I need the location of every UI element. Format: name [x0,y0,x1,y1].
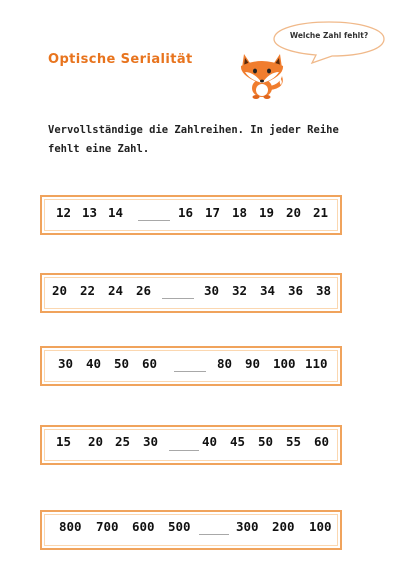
missing-number-blank[interactable] [169,450,199,451]
sequence-number: 13 [82,205,98,220]
sequence-number: 30 [204,283,220,298]
sequence-number: 700 [96,519,119,534]
sequence-number: 200 [272,519,295,534]
sequence-number: 60 [314,434,330,449]
sequence-number: 32 [232,283,248,298]
missing-number-blank[interactable] [199,534,229,535]
sequence-number: 20 [286,205,302,220]
sequence-number: 600 [132,519,155,534]
sequence-number: 15 [56,434,72,449]
sequence-number: 45 [230,434,246,449]
missing-number-blank[interactable] [162,298,194,299]
sequence-number: 40 [86,356,102,371]
sequence-number: 38 [316,283,332,298]
sequence-number: 26 [136,283,152,298]
sequence-number: 30 [143,434,159,449]
sequence-number: 80 [217,356,233,371]
sequence-number: 12 [56,205,72,220]
speech-bubble-text: Welche Zahl fehlt? [289,31,369,40]
sequence-number: 40 [202,434,218,449]
sequence-number: 800 [59,519,82,534]
sequence-number: 34 [260,283,276,298]
sequence-number: 25 [115,434,131,449]
sequence-number: 36 [288,283,304,298]
sequence-number: 20 [52,283,68,298]
page-title: Optische Serialität [48,52,193,67]
sequence-number: 55 [286,434,302,449]
sequence-number: 500 [168,519,191,534]
sequence-number: 19 [259,205,275,220]
number-row-box [40,510,342,550]
sequence-number: 50 [258,434,274,449]
sequence-number: 110 [305,356,328,371]
speech-bubble [272,20,386,58]
sequence-number: 100 [309,519,332,534]
sequence-number: 100 [273,356,296,371]
missing-number-blank[interactable] [174,371,206,372]
sequence-number: 21 [313,205,329,220]
sequence-number: 300 [236,519,259,534]
sequence-number: 17 [205,205,221,220]
sequence-number: 90 [245,356,261,371]
sequence-number: 60 [142,356,158,371]
sequence-number: 14 [108,205,124,220]
sequence-number: 50 [114,356,130,371]
sequence-number: 30 [58,356,74,371]
missing-number-blank[interactable] [138,220,170,221]
sequence-number: 18 [232,205,248,220]
speech-bubble-shape [272,20,386,64]
sequence-number: 22 [80,283,96,298]
fox-mascot-icon [236,50,288,104]
instructions-text: Vervollständige die Zahlreihen. In jeder Reihe fehlt eine Zahl. [48,124,339,155]
sequence-number: 24 [108,283,124,298]
sequence-number: 20 [88,434,104,449]
sequence-number: 16 [178,205,194,220]
